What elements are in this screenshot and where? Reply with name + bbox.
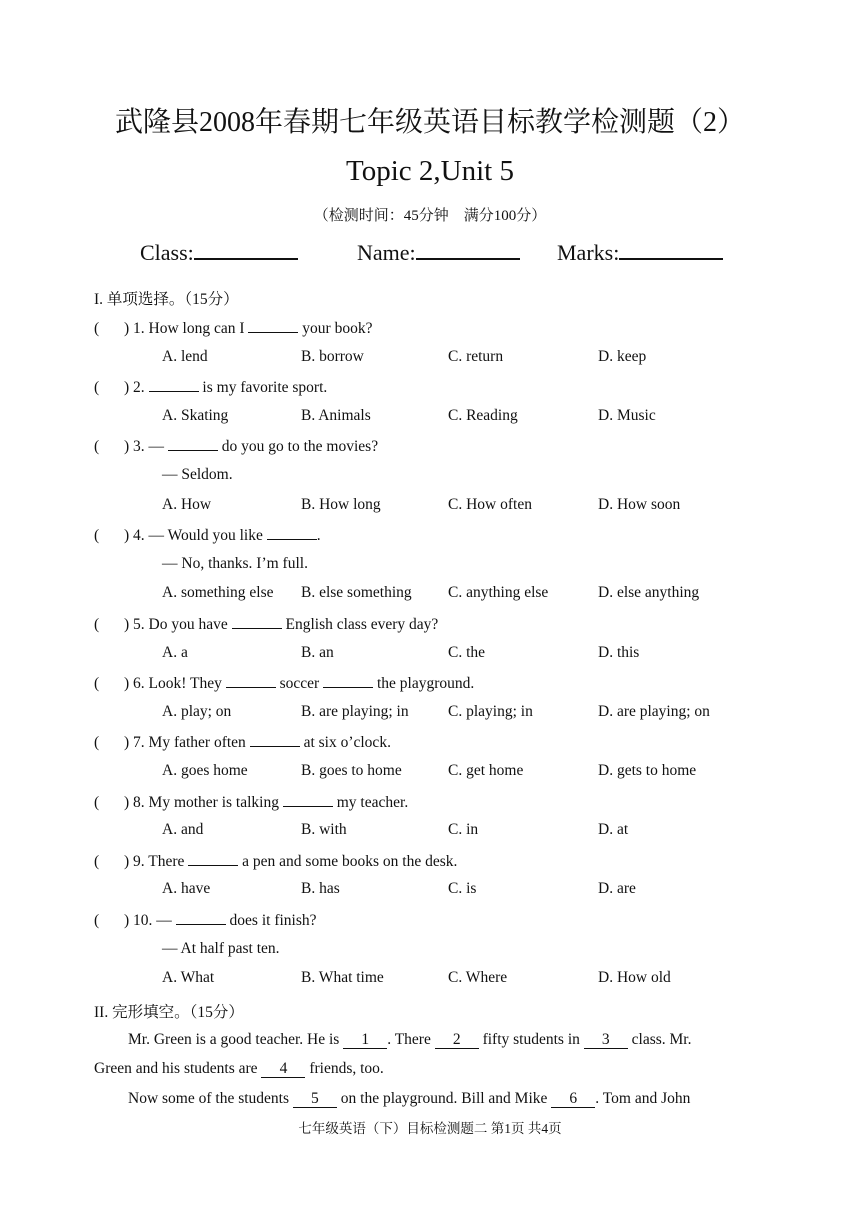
answer-blank[interactable] (168, 436, 218, 451)
option-c: C. the (448, 643, 486, 661)
option-c: C. get home (448, 762, 524, 779)
answer-blank[interactable] (283, 792, 333, 807)
answer-bracket[interactable]: ( (94, 527, 100, 545)
marks-label: Marks: (557, 240, 620, 265)
cloze-blank-3[interactable]: 3 (584, 1032, 628, 1049)
cloze-blank-6[interactable]: 6 (551, 1091, 595, 1108)
option-d: D. else anything (598, 584, 700, 602)
section1-heading: I. 单项选择。（15分） (94, 291, 239, 308)
marks-field (557, 238, 723, 266)
question-5 (94, 614, 438, 634)
name-blank[interactable] (416, 238, 520, 260)
class-field (140, 238, 298, 266)
question-text: does it finish? (229, 912, 317, 929)
question-stem: ) 5. Do you have (124, 616, 228, 633)
option-d: D. keep (598, 347, 647, 365)
option-c: C. anything else (448, 584, 549, 602)
option-d: D. How old (598, 969, 671, 987)
answer-bracket[interactable]: ( (94, 616, 100, 633)
question-text: at six o’clock. (303, 734, 391, 752)
option-c: C. Where (448, 969, 508, 987)
page-footer: 七年级英语（下）目标检测题二 第1页 共4页 (298, 1121, 562, 1136)
option-d: D. at (598, 821, 629, 839)
option-d: D. How soon (598, 495, 681, 513)
question-text: soccer (279, 675, 320, 693)
section2-heading: II. 完形填空。（15分） (94, 1004, 244, 1021)
option-a: A. Skating (162, 406, 229, 424)
option-b: B. What time (301, 969, 384, 987)
option-c: C. Reading (448, 406, 518, 424)
question-1 (94, 318, 372, 338)
answer-blank[interactable] (323, 673, 373, 688)
option-b: B. an (301, 643, 334, 661)
class-blank[interactable] (194, 238, 298, 260)
option-a: A. play; on (162, 702, 232, 720)
question-10 (94, 910, 317, 930)
answer-bracket[interactable]: ( (94, 852, 100, 870)
question-6 (94, 673, 474, 693)
cloze-text: on the playground. Bill and Mike (340, 1090, 548, 1107)
dialogue-reply: — No, thanks. I’m full. (162, 554, 308, 572)
page-title: 武隆县2008年春期七年级英语目标教学检测题（2） (114, 107, 745, 138)
question-stem: ) 7. My father often (124, 734, 246, 752)
cloze-text: Green and his students are (94, 1060, 258, 1077)
answer-blank[interactable] (149, 377, 199, 392)
answer-bracket[interactable]: ( (94, 734, 100, 752)
question-text: your book? (302, 320, 373, 337)
answer-blank[interactable] (267, 525, 317, 540)
cloze-blank-2[interactable]: 2 (435, 1032, 479, 1049)
option-b: B. with (301, 821, 347, 839)
option-c: C. playing; in (448, 702, 533, 720)
option-c: C. How often (448, 495, 532, 513)
question-text: is my favorite sport. (202, 379, 328, 397)
option-b: B. are playing; in (301, 702, 409, 720)
answer-bracket[interactable]: ( (94, 379, 100, 397)
option-b: B. borrow (301, 347, 364, 365)
question-8 (94, 792, 408, 812)
question-stem: ) 8. My mother is talking (124, 793, 279, 811)
question-text: my teacher. (336, 793, 409, 811)
answer-bracket[interactable]: ( (94, 320, 100, 337)
question-stem: ) 9. There (124, 852, 185, 870)
option-d: D. gets to home (598, 762, 697, 779)
option-a: A. a (162, 643, 188, 661)
cloze-text: Mr. Green is a good teacher. He is (128, 1031, 340, 1048)
answer-blank[interactable] (232, 614, 282, 629)
option-d: D. are (598, 880, 636, 898)
question-7 (94, 732, 391, 752)
cloze-text: class. Mr. (631, 1031, 692, 1048)
option-a: A. have (162, 880, 211, 898)
option-a: A. What (162, 969, 215, 987)
answer-blank[interactable] (226, 673, 276, 688)
question-text: do you go to the movies? (221, 438, 379, 456)
option-b: B. else something (301, 584, 412, 602)
question-stem: ) 3. — (124, 438, 165, 456)
answer-blank[interactable] (176, 910, 226, 925)
cloze-line-3 (128, 1090, 690, 1108)
answer-blank[interactable] (250, 732, 300, 747)
page-subtitle: Topic 2,Unit 5 (346, 155, 514, 187)
option-b: B. Animals (301, 406, 371, 424)
question-9 (94, 851, 457, 871)
class-label: Class: (140, 240, 194, 265)
option-a: A. How (162, 495, 212, 513)
option-a: A. and (162, 821, 204, 839)
option-b: B. goes to home (301, 762, 402, 779)
cloze-blank-5[interactable]: 5 (293, 1091, 337, 1108)
cloze-text: . There (387, 1031, 431, 1048)
cloze-text: . Tom and John (595, 1090, 691, 1107)
option-d: D. this (598, 643, 640, 661)
cloze-text: fifty students in (482, 1031, 580, 1048)
cloze-blank-1[interactable]: 1 (343, 1032, 387, 1049)
option-a: A. lend (162, 347, 208, 365)
cloze-text: Now some of the students (128, 1090, 290, 1107)
dialogue-reply: — Seldom. (162, 466, 233, 483)
option-d: D. are playing; on (598, 702, 710, 720)
option-a: A. something else (162, 584, 274, 602)
option-c: C. return (448, 347, 504, 365)
question-text: the playground. (376, 675, 475, 693)
cloze-line-2 (94, 1060, 384, 1078)
question-stem: ) 1. How long can I (124, 320, 245, 337)
option-b: B. has (301, 880, 340, 898)
question-3 (94, 436, 378, 456)
dialogue-reply: — At half past ten. (162, 939, 280, 957)
answer-bracket[interactable]: ( (94, 912, 100, 929)
question-text: . (316, 527, 321, 545)
question-stem: ) 10. — (124, 912, 172, 929)
question-stem: ) 4. — Would you like (124, 527, 263, 545)
answer-blank[interactable] (188, 851, 238, 866)
cloze-blank-4[interactable]: 4 (261, 1061, 305, 1078)
option-b: B. How long (301, 495, 381, 513)
name-label: Name: (357, 240, 416, 265)
option-c: C. in (448, 821, 479, 839)
name-field (357, 238, 520, 266)
cloze-line-1 (128, 1031, 691, 1049)
answer-bracket[interactable]: ( (94, 675, 100, 693)
question-text: English class every day? (285, 616, 439, 633)
marks-blank[interactable] (619, 238, 723, 260)
question-stem: ) 6. Look! They (124, 675, 222, 693)
answer-blank[interactable] (248, 318, 298, 333)
cloze-text: friends, too. (309, 1060, 384, 1077)
question-stem: ) 2. (124, 379, 145, 397)
option-d: D. Music (598, 406, 656, 424)
option-a: A. goes home (162, 762, 248, 779)
question-text: a pen and some books on the desk. (242, 852, 458, 870)
answer-bracket[interactable]: ( (94, 793, 100, 811)
option-c: C. is (448, 880, 477, 898)
question-4 (94, 525, 321, 545)
exam-info: （检测时间：45分钟 满分100分） (313, 208, 547, 224)
answer-bracket[interactable]: ( (94, 438, 100, 456)
question-2 (94, 377, 327, 397)
